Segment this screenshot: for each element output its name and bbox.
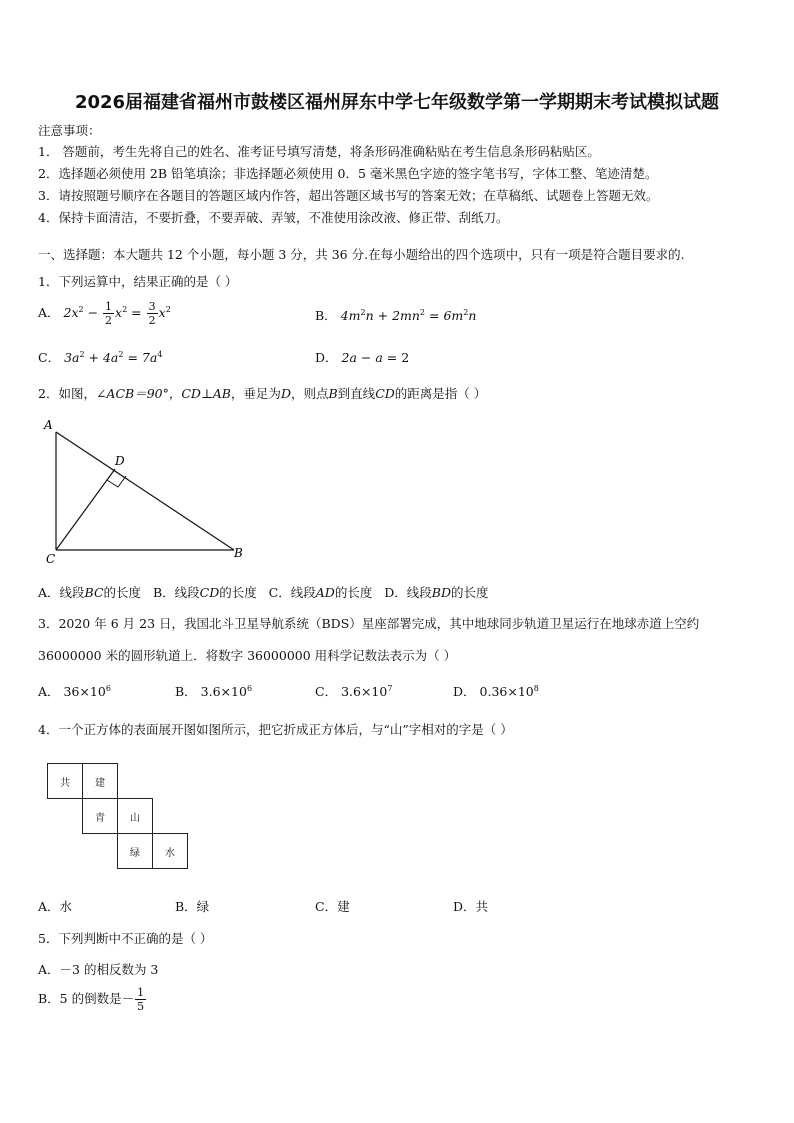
question-1-option-b: B． $4m^2n + 2mn^2 = 6m^2n$ xyxy=(315,307,477,323)
question-4-option-c: C．建 xyxy=(315,899,350,914)
option-label: B． xyxy=(315,308,337,323)
option-label: C． xyxy=(38,350,61,365)
label-a: A xyxy=(44,418,53,432)
notice-item: 2．选择题必须使用 2B 铅笔填涂；非选择题必须使用 0．5 毫米黑色字迹的签字笔书写，字体工整、笔迹清楚。 xyxy=(38,166,658,181)
question-2-option-b: B．线段CD的长度 xyxy=(152,585,257,600)
question-2-options xyxy=(38,583,489,601)
question-4-option-d: D．共 xyxy=(453,899,489,914)
question-3-stem-line2: 36000000 米的圆形轨道上．将数字 36000000 用科学记数法表示为（ ） xyxy=(38,648,457,663)
question-4-option-a: A．水 xyxy=(38,899,73,914)
right-angle-mark xyxy=(107,476,126,487)
question-1-option-a: A． $2x^2$ − $\frac{1}{2}$ $x^2$ = $\frac{3}{2}$ $x^2$ xyxy=(38,300,171,327)
net-cell: 共 xyxy=(47,763,83,799)
question-2-option-d: D．线段BD的长度 xyxy=(384,585,489,600)
page-title: 2026届福建省福州市鼓楼区福州屏东中学七年级数学第一学期期末考试模拟试题 xyxy=(74,92,720,113)
net-cell: 水 xyxy=(152,833,188,869)
question-2-option-a: A．线段BC的长度 xyxy=(38,585,142,600)
net-cell: 山 xyxy=(117,798,153,834)
triangle-figure xyxy=(38,415,253,565)
segment-cd xyxy=(56,469,115,550)
net-cell: 青 xyxy=(82,798,118,834)
notice-item: 4．保持卡面清洁，不要折叠，不要弄破、弄皱，不准使用涂改液、修正带、刮纸刀。 xyxy=(38,210,509,225)
question-1-stem: 1．下列运算中，结果正确的是（ ） xyxy=(38,274,238,289)
label-d: D xyxy=(115,454,125,468)
question-4-option-b: B．绿 xyxy=(175,899,210,914)
question-3-option-d: D． $0.36\times 10^8$ xyxy=(453,683,539,699)
question-1-option-c: C． $3a^2 + 4a^2 = 7a^4$ xyxy=(38,349,163,365)
net-cell: 绿 xyxy=(117,833,153,869)
question-3-option-b: B． $3.6\times 10^6$ xyxy=(175,683,253,699)
question-1-option-d: D． 2a − a = 2 xyxy=(315,350,410,365)
question-3-option-c: C． $3.6\times 10^7$ xyxy=(315,683,393,699)
question-4-stem: 4．一个正方体的表面展开图如图所示，把它折成正方体后，与“山”字相对的字是（ ） xyxy=(38,722,513,737)
notice-item: 3．请按照题号顺序在各题目的答题区域内作答，超出答题区域书写的答案无效；在草稿纸、试题卷上答题无效。 xyxy=(38,188,659,203)
question-5-option-a: A．－3 的相反数为 3 xyxy=(38,962,159,977)
option-label: D． xyxy=(315,350,338,365)
question-3-stem-line1: 3．2020 年 6 月 23 日，我国北斗卫星导航系统（BDS）星座部署完成，其中地球同步轨道卫星运行在地球赤道上空约 xyxy=(38,616,700,631)
option-label: A． xyxy=(38,305,60,320)
section-heading: 一、选择题：本大题共 12 个小题，每小题 3 分，共 36 分.在每小题给出的四个选项中，只有一项是符合题目要求的. xyxy=(38,247,685,262)
segment-ab xyxy=(56,432,234,550)
question-5-option-b: B．5 的倒数是－ $\frac{1}{5}$ xyxy=(38,986,145,1013)
question-2-stem: 2．如图，∠ACB＝90°，CD⊥AB，垂足为D，则点B到直线CD的距离是指（ ） xyxy=(38,386,487,401)
question-2-option-c: C．线段AD的长度 xyxy=(268,585,373,600)
question-5-stem: 5．下列判断中不正确的是（ ） xyxy=(38,931,213,946)
notice-item: 1． 答题前，考生先将自己的姓名、准考证号填写清楚，将条形码准确粘贴在考生信息条形码粘贴区。 xyxy=(38,144,600,159)
question-3-option-a: A． $36\times 10^6$ xyxy=(38,683,111,699)
net-cell: 建 xyxy=(82,763,118,799)
label-c: C xyxy=(46,552,56,565)
label-b: B xyxy=(234,546,243,560)
notice-heading: 注意事项： xyxy=(38,123,101,138)
